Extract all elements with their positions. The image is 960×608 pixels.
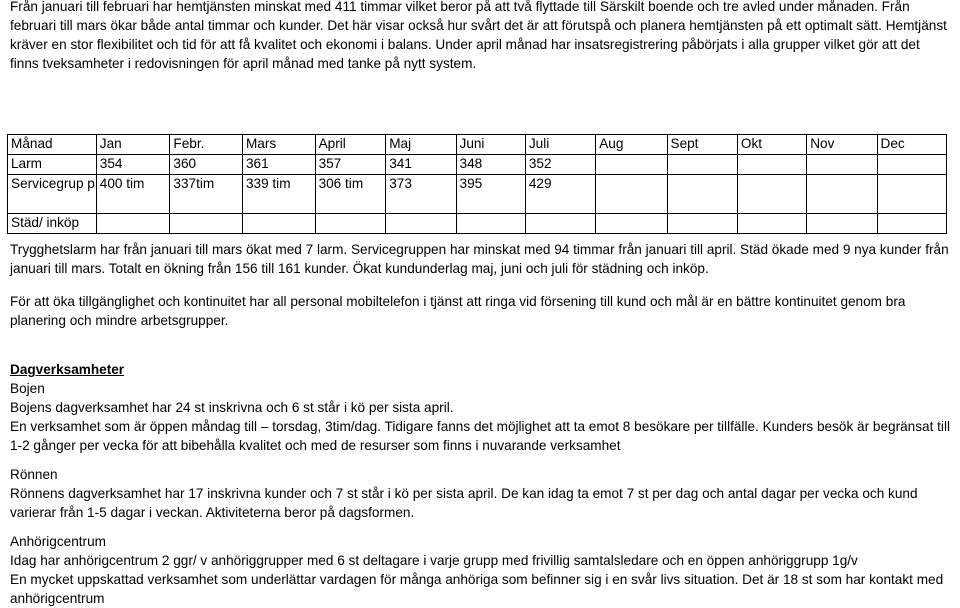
table-cell	[737, 155, 806, 175]
table-header-cell: Okt	[737, 135, 806, 155]
table-header-cell: Juni	[456, 135, 525, 155]
table-header-cell: Juli	[525, 135, 595, 155]
table-cell: 395	[456, 175, 525, 214]
table-header-cell: Sept	[667, 135, 737, 155]
summary-section	[10, 240, 955, 278]
table-header-cell: Mars	[242, 135, 315, 155]
table-header-cell: Månad	[8, 135, 97, 155]
anhorigcentrum-paragraph: En mycket uppskattad verksamhet som underlättar vardagen för många anhöriga som befinner sig i en svår livs situation. Det är 18 st som har kontakt med anhörigcentrum	[10, 572, 944, 606]
subsection-title-anhorigcentrum: Anhörigcentrum	[10, 534, 106, 549]
table-cell	[596, 214, 667, 234]
table-cell: 400 tim	[96, 175, 170, 214]
table-cell: 361	[242, 155, 315, 175]
statistics-table	[7, 134, 947, 234]
table-cell	[525, 214, 595, 234]
table-cell	[737, 175, 806, 214]
table-cell: 354	[96, 155, 170, 175]
table-cell	[667, 155, 737, 175]
table-cell: 337tim	[170, 175, 243, 214]
table-cell	[96, 214, 170, 234]
table-cell: 352	[525, 155, 595, 175]
continuity-paragraph: För att öka tillgänglighet och kontinuitet har all personal mobiltelefon i tjänst att ringa vid försening till kund och mål är en bättre kontinuitet genom bra planering och mindre arbetsgrupper.	[10, 294, 906, 328]
table-row-label: Larm	[8, 155, 97, 175]
table-cell	[807, 175, 877, 214]
table-cell	[170, 214, 243, 234]
table-header-cell: Maj	[386, 135, 456, 155]
table-cell	[737, 214, 806, 234]
table-cell: 339 tim	[242, 175, 315, 214]
table-cell: 373	[386, 175, 456, 214]
intro-paragraph: Från januari till februari har hemtjänsten minskat med 411 timmar vilket beror på att två flyttade till Särskilt boende och tre avled under månaden. Från februari till mars ökar både antal timmar och kunder. Det här visar också hur svårt det är att förutspå och planera hemtjänsten på ett optimalt sätt. Hemtjänst kräver en stor flexibilitet och tid för att få kvalitet och ekonomi i balans. Under april månad har insatsregistrering påbörjats i alla grupper vilket gör att det finns tveksamheter i redovisningen för april månad med tanke på nytt system.	[10, 0, 947, 71]
table-cell	[386, 214, 456, 234]
table-header-cell: Jan	[96, 135, 170, 155]
table-cell	[242, 214, 315, 234]
table-cell	[667, 214, 737, 234]
table-header-cell: April	[315, 135, 386, 155]
table-row	[8, 155, 947, 175]
dagverksamheter-section	[10, 360, 955, 608]
anhorigcentrum-paragraph: Idag har anhörigcentrum 2 ggr/ v anhöriggrupper med 6 st deltagare i varje grupp med frivillig samtalsledare och en öppen anhöriggrupp 1g/v	[10, 553, 858, 568]
table-cell: 306 tim	[315, 175, 386, 214]
table-header-cell: Nov	[807, 135, 877, 155]
table-header-row	[8, 135, 947, 155]
ronnen-paragraph: Rönnens dagverksamhet har 17 inskrivna kunder och 7 st står i kö per sista april. De kan idag ta emot 7 st per dag och antal dagar per vecka och kund varierar från 1-5 dagar i veckan. Aktiviteterna beror på dagsformen.	[10, 486, 918, 520]
table-cell: 348	[456, 155, 525, 175]
table-cell	[807, 214, 877, 234]
table-cell	[456, 214, 525, 234]
table-cell	[807, 155, 877, 175]
table-cell	[877, 155, 946, 175]
table-cell	[877, 175, 946, 214]
table-cell	[315, 214, 386, 234]
table-cell	[877, 214, 946, 234]
bojen-paragraph: Bojens dagverksamhet har 24 st inskrivna och 6 st står i kö per sista april.	[10, 400, 454, 415]
table-header-cell: Aug	[596, 135, 667, 155]
subsection-title-bojen: Bojen	[10, 381, 45, 396]
table-cell: 357	[315, 155, 386, 175]
summary-paragraph: Trygghetslarm har från januari till mars ökat med 7 larm. Servicegruppen har minskat med 94 timmar från januari till april. Städ ökade med 9 nya kunder från januari till mars. Totalt en ökning från 156 till 161 kunder. Ökat kundunderlag maj, juni och juli för städning och inköp.	[10, 242, 949, 276]
table-cell	[667, 175, 737, 214]
table-cell: 429	[525, 175, 595, 214]
table-cell: 341	[386, 155, 456, 175]
table-cell	[596, 175, 667, 214]
section-heading: Dagverksamheter	[10, 362, 125, 377]
bojen-paragraph: En verksamhet som är öppen måndag till – torsdag, 3tim/dag. Tidigare fanns det möjlighet att ta emot 8 besökare per tillfälle. Kunders besök är begränsat till 1-2 gånger per vecka för att bibehålla kvalitet och med de resurser som finns i nuvarande verksamhet	[10, 419, 950, 453]
table-row-label: Städ/ inköp	[8, 214, 97, 234]
table-header-cell: Dec	[877, 135, 946, 155]
table-row-label: Servicegrup p	[8, 175, 97, 214]
table-header-cell: Febr.	[170, 135, 243, 155]
continuity-section	[10, 292, 955, 330]
table-row	[8, 175, 947, 214]
subsection-title-ronnen: Rönnen	[10, 467, 58, 482]
table-cell	[596, 155, 667, 175]
table-row	[8, 214, 947, 234]
table-cell: 360	[170, 155, 243, 175]
